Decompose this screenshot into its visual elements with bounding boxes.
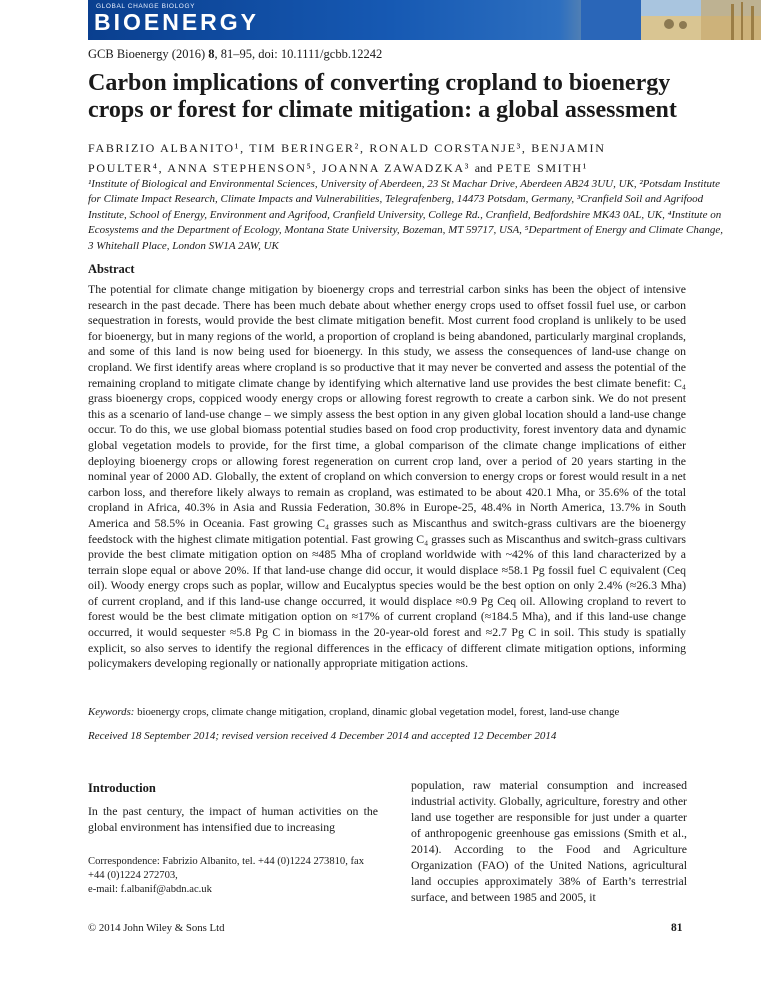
keywords-label: Keywords: bbox=[88, 706, 135, 718]
received-dates: Received 18 September 2014; revised version received 4 December 2014 and accepted 12 December 2014 bbox=[88, 730, 557, 742]
keywords bbox=[88, 706, 728, 718]
citation-line bbox=[88, 47, 382, 62]
abstract-heading: Abstract bbox=[88, 262, 135, 276]
journal-name: BIOENERGY bbox=[94, 9, 260, 35]
authors-line-1: FABRIZIO ALBANITO¹, TIM BERINGER², RONALD CORSTANJE³, BENJAMIN bbox=[88, 141, 606, 155]
citation-volume: 8 bbox=[208, 47, 215, 61]
citation-rest: , 81–95, doi: 10.1111/gcbb.12242 bbox=[214, 47, 383, 61]
journal-banner bbox=[88, 0, 761, 40]
abstract-text: The potential for climate change mitigation by bioenergy crops and terrestrial carbon sinks has been the object of intensive research in the past decade. There has been much debate about whether energy crops used to offset fossil fuel use, or carbon sequestration in forests, would provide the best climate mitigation benefit. Most current food cropland is unlikely to be used for bioenergy, but in many regions of the world, a proportion of cropland is being abandoned, particularly marginal croplands, and some of this land is now being used for bioenergy. In this study, we assess the consequences of land-use change on cropland. We first identify areas where cropland is so productive that it may never be converted and assess the potential of the remaining cropland to mitigate climate change by identifying which alternative land use provides the best climate benefit: C₄ grass bioenergy crops, coppiced woody energy crops or allowing forest regrowth to create a carbon sink. We do not present this as a scenario of land-use change – we simply assess the best option in any given global location should a land-use change occur. To do this, we use global biomass potential studies based on food crop productivity, forest inventory data and dynamic global vegetation models to provide, for the first time, a global comparison of the climate change implications of either deploying bioenergy crops or allowing forest regeneration on current crop land, over a period of 20 years starting in the nominal year of 2000 AD. Globally, the extent of cropland on which conversion to energy crops or forest would result in a net carbon loss, and therefore likely always to remain as cropland, was estimated to be about 420.1 Mha, or 35.6% of the total cropland in Africa, 40.3% in Asia and Russia Federation, 30.8% in Europe-25, 48.4% in North America, 13.7% in South America and 58.5% in Oceania. Fast growing C₄ grasses such as Miscanthus and switch-grass cultivars are the bioenergy feedstock with the highest climate mitigation potential. Fast growing C₄ grasses such as Miscanthus and switch-grass cultivars provide the best climate mitigation option on ≈485 Mha of cropland worldwide with ~42% of this land characterized by a terrain slope equal or above 20%. If that land-use change did occur, it would displace ≈58.1 Pg fossil fuel C equivalent (Ceq oil). Woody energy crops such as poplar, willow and Eucalyptus species would be the best option on only 2.4% (≈26.3 Mha) of current cropland, and if this land-use change occurred, it would displace ≈0.9 Pg Ceq oil. Allowing cropland to revert to forest would be the best climate mitigation option on ≈17% of current cropland (≈184.5 Mha), and if this land-use change occurred, it would sequester ≈5.8 Pg C in biomass in the 20-year-old forest and ≈2.7 Pg C in soil. This study is spatially explicit, so also serves to identify the regional differences in the efficacy of different climate mitigation options, informing policymakers developing regionally or nationally appropriate mitigation actions. bbox=[88, 282, 686, 671]
authors-line-2-text: POULTER⁴, ANNA STEPHENSON⁵, JOANNA ZAWADZKA³ bbox=[88, 161, 475, 175]
introduction-heading: Introduction bbox=[88, 781, 156, 795]
affiliations: ¹Institute of Biological and Environmental Sciences, University of Aberdeen, 23 St Machar Drive, Aberdeen AB24 3UU, UK, ²Potsdam Institute for Climate Impact Research, Climate Impacts and Vulnerabilities, Telegrafenberg, 14473 Potsdam, Germany, ³Cranfield Soil and Agrifood Institute, School of Energy, Environment and Agrifood, Cranfield University, College Rd., Cranfield, Bedfordshire MK43 0AL, UK, ⁴Institute on Ecosystems and the Department of Ecology, Montana State University, Bozeman, MT 59717, USA, ⁵Department of Energy and Climate Change, 3 Whitehall Place, London SW1A 2AW, UK bbox=[88, 178, 724, 252]
copyright: © 2014 John Wiley & Sons Ltd bbox=[88, 922, 225, 934]
authors-and: and bbox=[474, 161, 493, 175]
article-title: Carbon implications of converting cropland to bioenergy crops or forest for climate mitigation: a global assessment bbox=[88, 70, 677, 123]
page-number: 81 bbox=[671, 922, 683, 934]
author-list bbox=[88, 138, 728, 178]
citation-prefix: GCB Bioenergy (2016) bbox=[88, 47, 209, 61]
correspondence bbox=[88, 855, 378, 897]
keywords-text: bioenergy crops, climate change mitigation, cropland, dinamic global vegetation model, forest, land-use change bbox=[134, 706, 620, 718]
banner-photo-strip bbox=[581, 0, 761, 40]
authors-last: PETE SMITH¹ bbox=[492, 161, 589, 175]
introduction-text-left: In the past century, the impact of human activities on the global environment has intensified due to increasing bbox=[88, 804, 378, 834]
journal-series: GLOBAL CHANGE BIOLOGY bbox=[96, 3, 196, 10]
correspondence-line-1: Correspondence: Fabrizio Albanito, tel. +44 (0)1224 273810, fax +44 (0)1224 272703, bbox=[88, 856, 365, 881]
correspondence-email[interactable]: e-mail: f.albanif@abdn.ac.uk bbox=[88, 884, 212, 895]
authors-line-2 bbox=[88, 158, 728, 178]
introduction-text-right: population, raw material consumption and increased industrial activity. Globally, agriculture, forestry and other land use together are responsible for just under a quarter of anthropogenic greenhouse gas emissions (Smith et al., 2014). According to the Food and Agriculture Organization (FAO) of the United Nations, agricultural land occupies approximately 38% of Earth’s terrestrial surface, and between 1985 and 2005, it bbox=[411, 778, 687, 904]
